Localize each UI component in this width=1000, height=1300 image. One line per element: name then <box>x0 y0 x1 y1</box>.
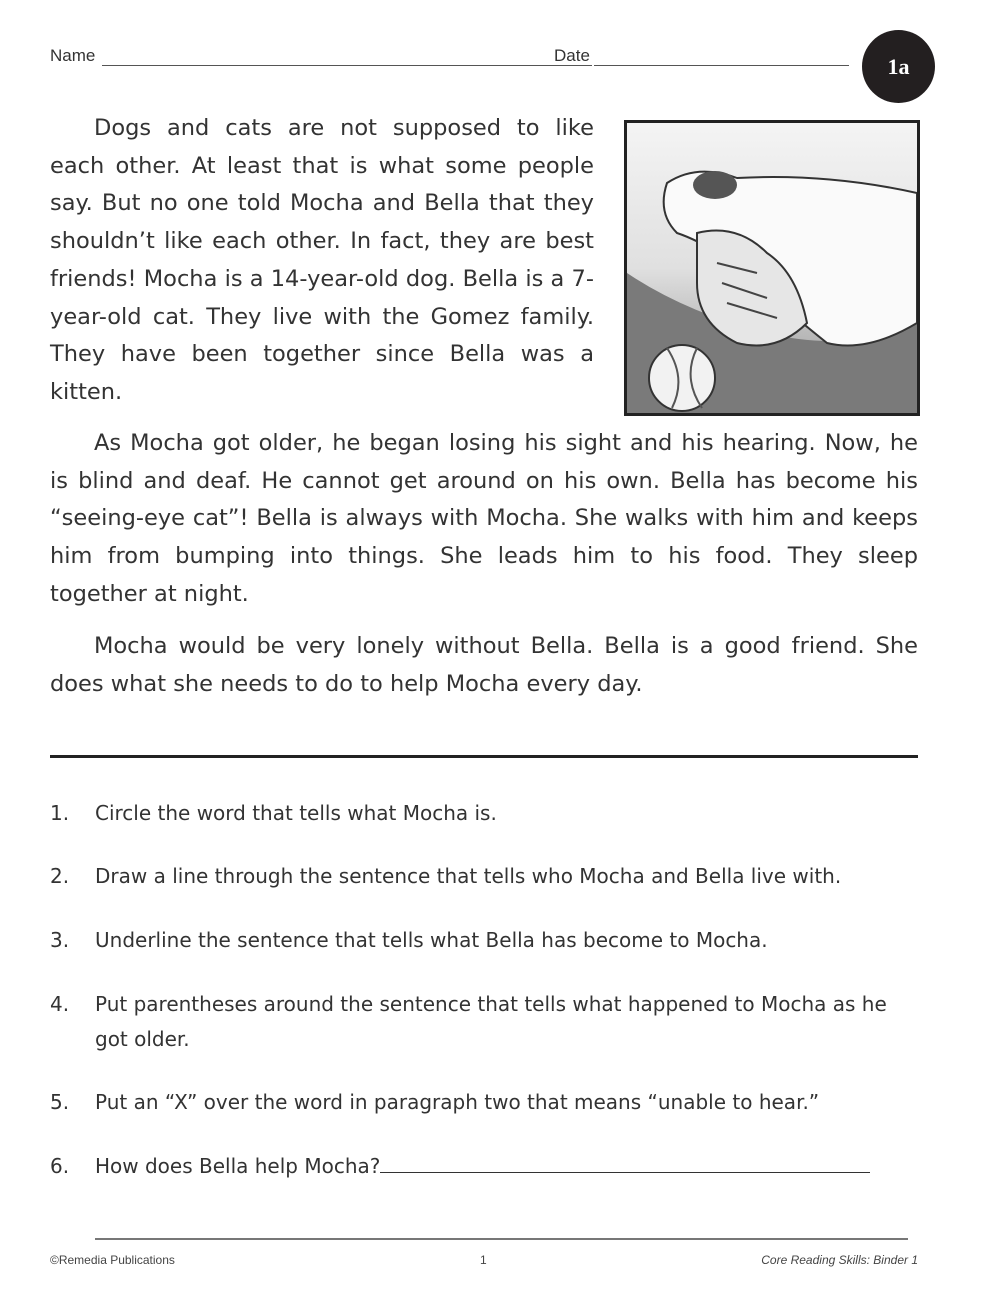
dog-and-cat-illustration <box>624 120 920 416</box>
name-label: Name <box>50 46 96 65</box>
story-paragraph-3: Mocha would be very lonely without Bella. Bella is a good friend. She does what she needs to do to help Mocha every day. <box>50 633 918 697</box>
answer-line-2[interactable] <box>95 1238 908 1240</box>
footer-book-title: Core Reading Skills: Binder 1 <box>761 1253 918 1267</box>
illustration-drawing <box>627 123 917 413</box>
section-divider <box>50 755 918 758</box>
story-paragraph-2: As Mocha got older, he began losing his sight and his hearing. Now, he is blind and deaf. He cannot get around on his own. Bella has become his “seeing-eye cat”! Bella is always with Mocha. She walks with him and keeps him from bumping into things. She leads him to his food. They sleep together at night. <box>50 430 918 607</box>
answer-line-1[interactable] <box>380 1172 870 1173</box>
footer-publisher: ©Remedia Publications <box>50 1253 175 1267</box>
name-field[interactable] <box>102 65 592 66</box>
story-paragraph-1: Dogs and cats are not supposed to like each other. At least that is what some people say. But no one told Mocha and Bella that they shouldn’t like each other. In fact, they are best friends! Mocha is a 14-year-old dog. Bella is a 7-year-old cat. They live with the Gomez family. They have been together since Bella was a kitten. <box>50 115 594 405</box>
footer-page-number: 1 <box>480 1253 487 1267</box>
date-label: Date <box>554 46 590 65</box>
date-field[interactable] <box>594 65 849 66</box>
page-badge: 1a <box>862 30 935 103</box>
